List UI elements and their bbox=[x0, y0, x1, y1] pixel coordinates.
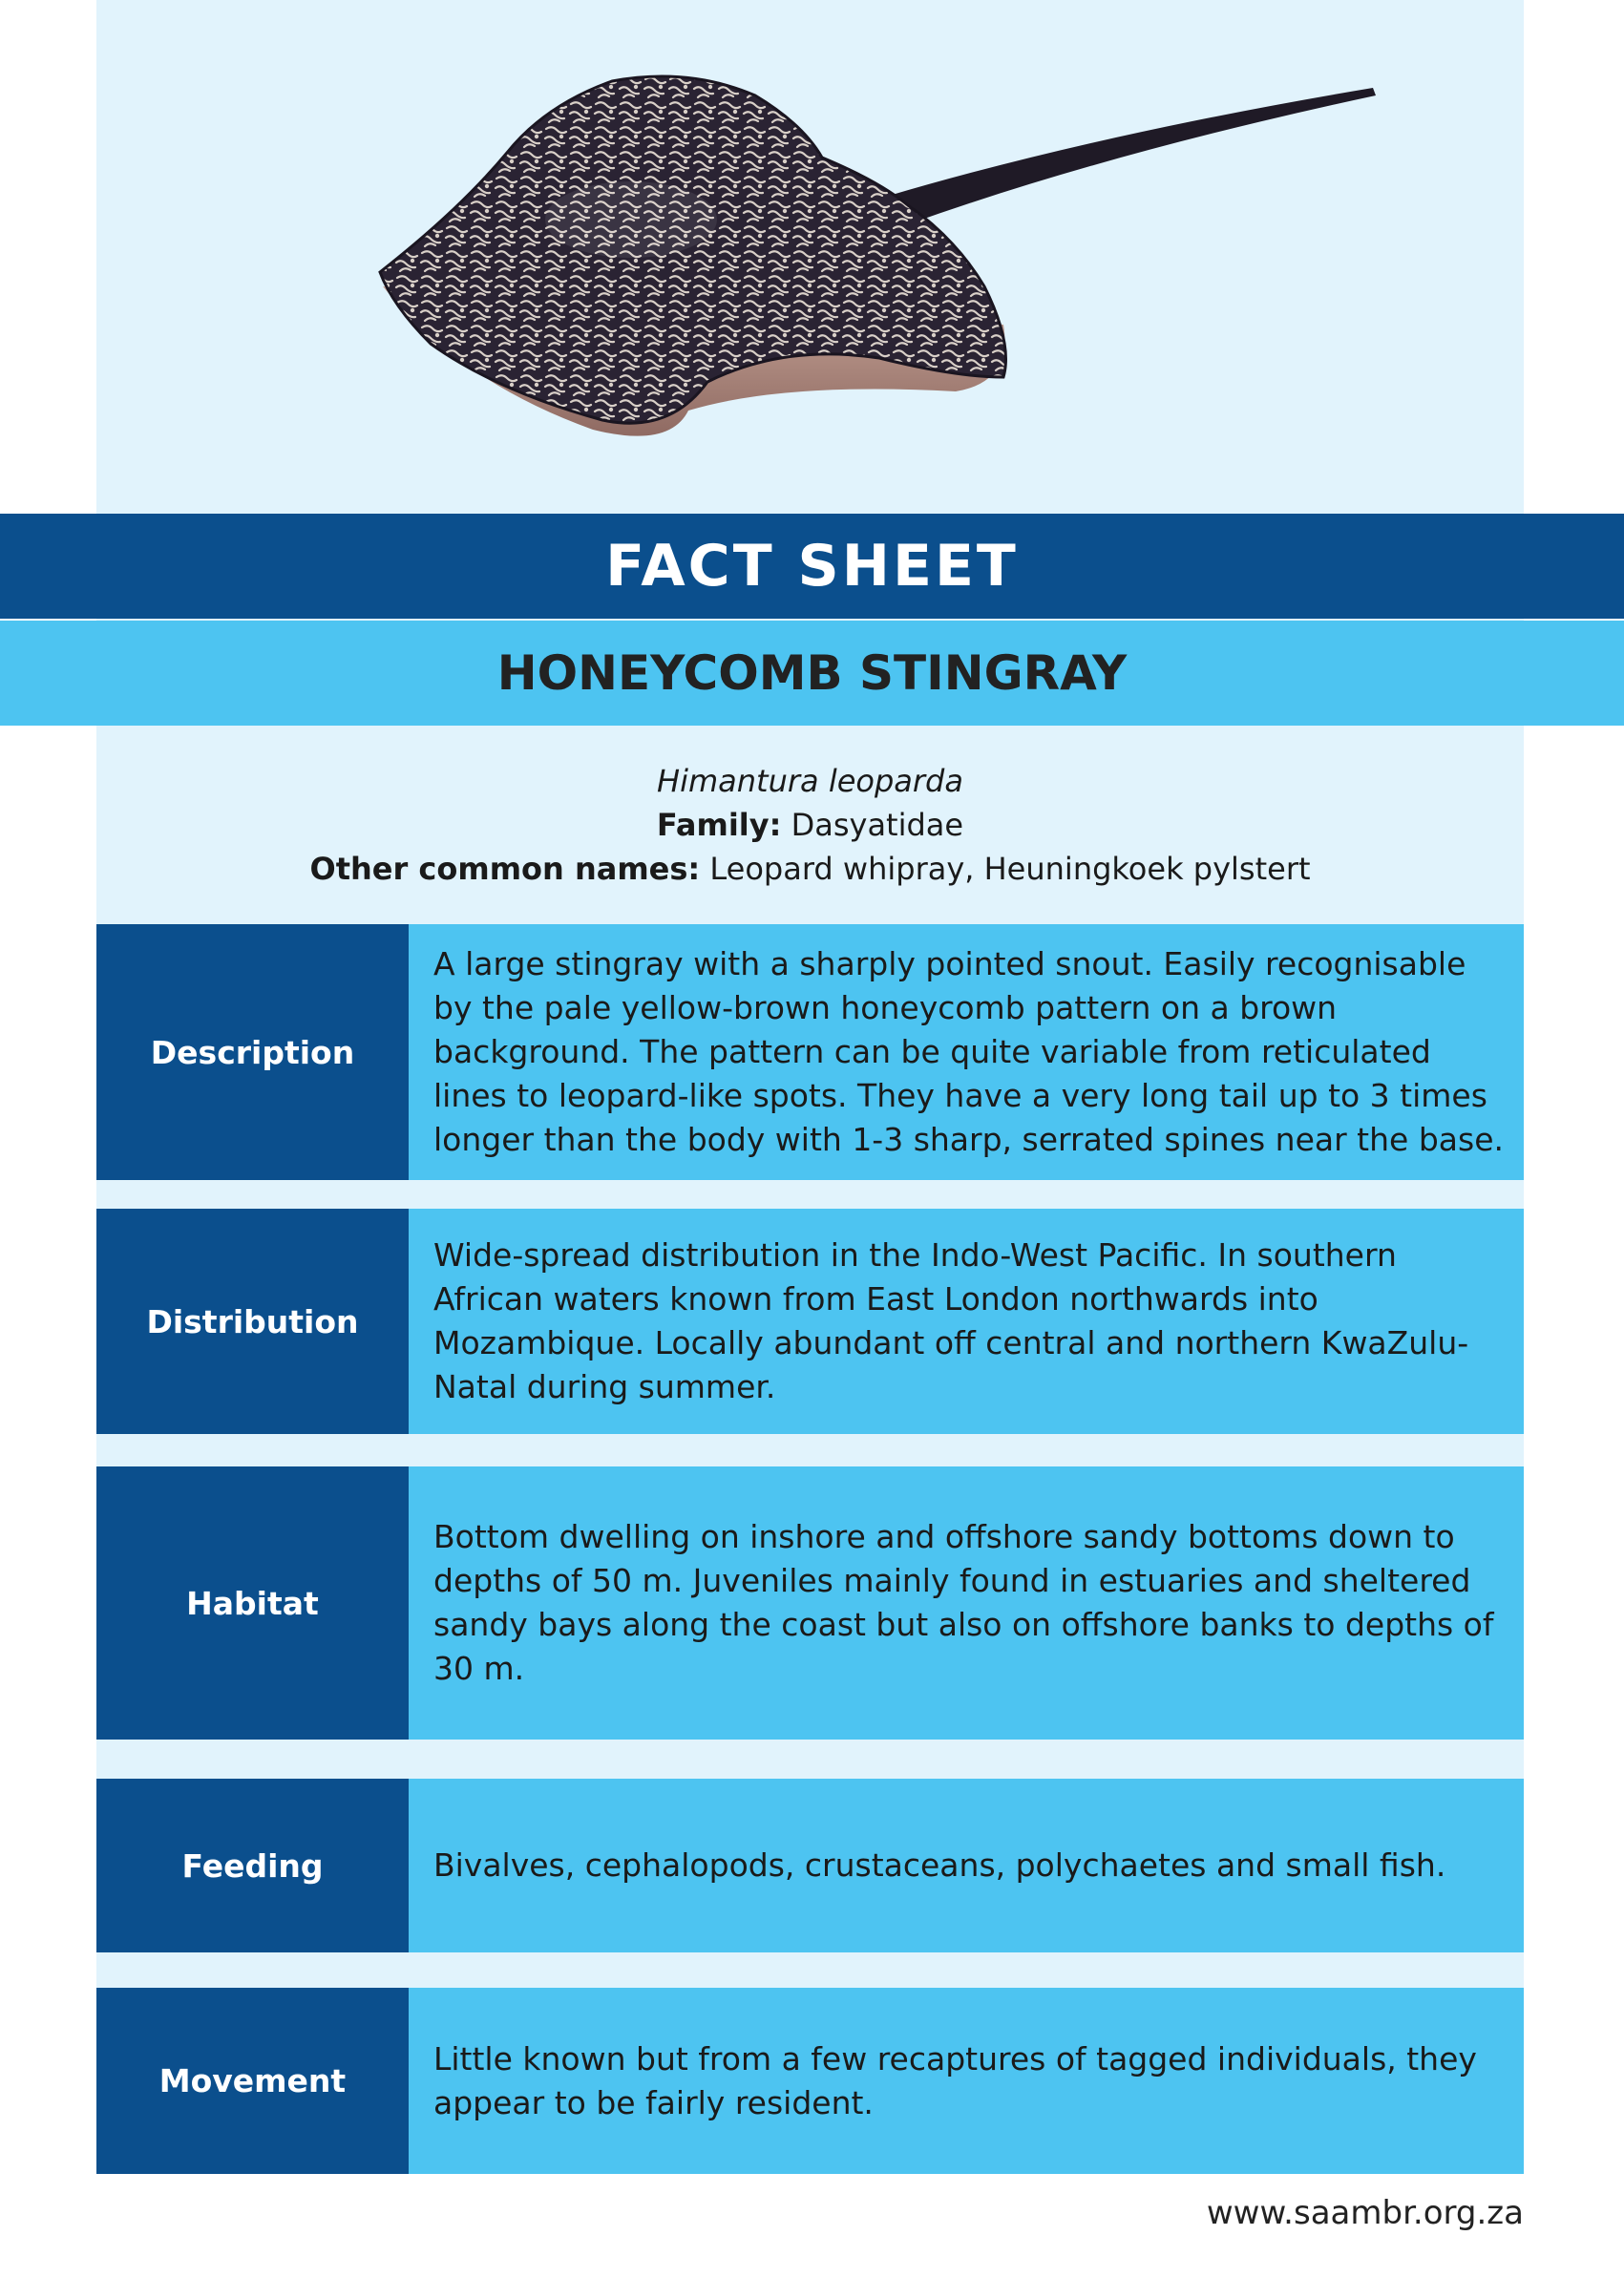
section-habitat bbox=[96, 1466, 1524, 1740]
species-title-band bbox=[0, 621, 1624, 726]
scientific-name: Himantura leoparda bbox=[657, 763, 963, 799]
section-feeding bbox=[96, 1779, 1524, 1952]
section-label: Feeding bbox=[96, 1779, 409, 1952]
family-line bbox=[96, 803, 1524, 847]
section-text: Bottom dwelling on inshore and offshore sandy bottoms down to depths of 50 m. Juveniles mainly found in estuaries and sheltered sandy bays along the coast but also on offshore banks to depths of 30 m. bbox=[409, 1466, 1524, 1740]
section-label: Distribution bbox=[96, 1209, 409, 1434]
website-link[interactable]: www.saambr.org.za bbox=[1206, 2194, 1524, 2232]
family-value: Dasyatidae bbox=[791, 807, 964, 843]
stingray-illustration bbox=[96, 0, 1524, 514]
species-meta bbox=[96, 759, 1524, 891]
section-text: A large stingray with a sharply pointed snout. Easily recognisable by the pale yellow-brown honeycomb pattern on a brown background. The pattern can be quite variable from reticulated lines to leopard-like spots. They have a very long tail up to 3 times longer than the body with 1-3 sharp, serrated spines near the base. bbox=[409, 924, 1524, 1180]
species-title: HONEYCOMB STINGRAY bbox=[496, 645, 1128, 701]
family-label: Family: bbox=[656, 807, 782, 843]
section-label: Description bbox=[96, 924, 409, 1180]
section-label: Habitat bbox=[96, 1466, 409, 1740]
section-text: Wide-spread distribution in the Indo-West Pacific. In southern African waters known from East London northwards into Mozambique. Locally abundant off central and northern KwaZulu-Natal during summer. bbox=[409, 1209, 1524, 1434]
banner-title: FACT SHEET bbox=[605, 533, 1019, 600]
section-distribution bbox=[96, 1209, 1524, 1434]
section-description bbox=[96, 924, 1524, 1180]
section-movement bbox=[96, 1988, 1524, 2174]
fact-sheet-banner bbox=[0, 514, 1624, 619]
section-text: Bivalves, cephalopods, crustaceans, polychaetes and small fish. bbox=[409, 1779, 1524, 1952]
common-names-value: Leopard whipray, Heuningkoek pylstert bbox=[709, 851, 1311, 887]
common-names-line bbox=[96, 847, 1524, 891]
section-label: Movement bbox=[96, 1988, 409, 2174]
section-text: Little known but from a few recaptures of tagged individuals, they appear to be fairly resident. bbox=[409, 1988, 1524, 2174]
common-names-label: Other common names: bbox=[309, 851, 701, 887]
